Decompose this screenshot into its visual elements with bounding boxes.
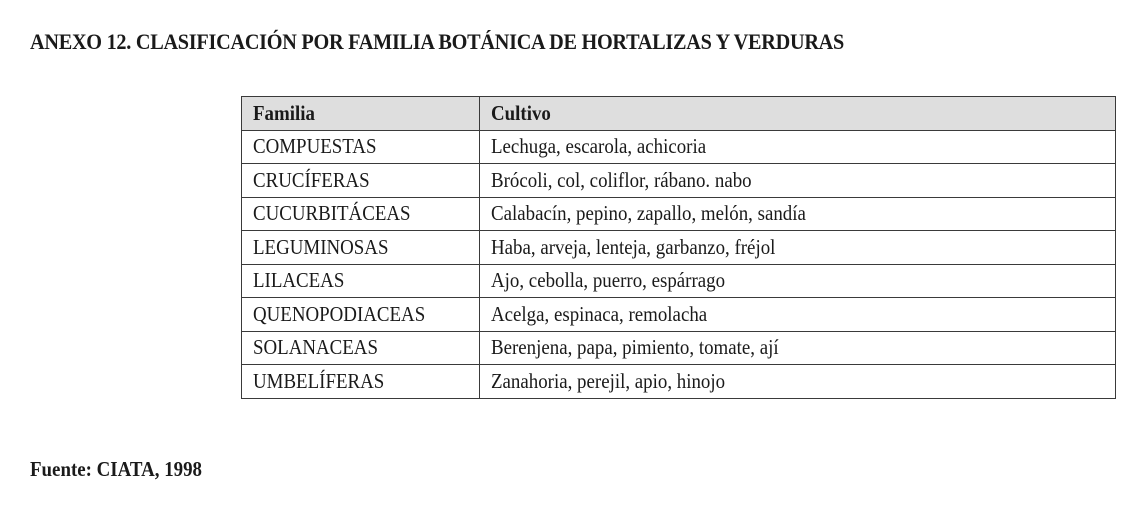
crop-cell: Calabacín, pepino, zapallo, melón, sandía xyxy=(480,197,1116,231)
family-cell: LILACEAS xyxy=(242,264,480,298)
crop-cell: Lechuga, escarola, achicoria xyxy=(480,130,1116,164)
table-row xyxy=(242,365,1116,399)
source-note: Fuente: CIATA, 1998 xyxy=(30,457,203,481)
header-cultivo: Cultivo xyxy=(480,97,1116,131)
table-row xyxy=(242,164,1116,198)
family-cell: UMBELÍFERAS xyxy=(242,365,480,399)
classification-table xyxy=(241,96,1116,399)
crop-cell: Acelga, espinaca, remolacha xyxy=(480,298,1116,332)
table-row xyxy=(242,197,1116,231)
table-row xyxy=(242,231,1116,265)
crop-cell: Berenjena, papa, pimiento, tomate, ají xyxy=(480,331,1116,365)
header-familia: Familia xyxy=(242,97,480,131)
table-row xyxy=(242,331,1116,365)
table-row xyxy=(242,130,1116,164)
table-header-row xyxy=(242,97,1116,131)
family-cell: LEGUMINOSAS xyxy=(242,231,480,265)
crop-cell: Brócoli, col, coliflor, rábano. nabo xyxy=(480,164,1116,198)
crop-cell: Haba, arveja, lenteja, garbanzo, fréjol xyxy=(480,231,1116,265)
page-title: ANEXO 12. CLASIFICACIÓN POR FAMILIA BOTÁNICA DE HORTALIZAS Y VERDURAS xyxy=(30,29,845,54)
table-row xyxy=(242,298,1116,332)
family-cell: SOLANACEAS xyxy=(242,331,480,365)
crop-cell: Ajo, cebolla, puerro, espárrago xyxy=(480,264,1116,298)
family-cell: CRUCÍFERAS xyxy=(242,164,480,198)
crop-cell: Zanahoria, perejil, apio, hinojo xyxy=(480,365,1116,399)
table-row xyxy=(242,264,1116,298)
family-cell: COMPUESTAS xyxy=(242,130,480,164)
family-cell: CUCURBITÁCEAS xyxy=(242,197,480,231)
family-cell: QUENOPODIACEAS xyxy=(242,298,480,332)
